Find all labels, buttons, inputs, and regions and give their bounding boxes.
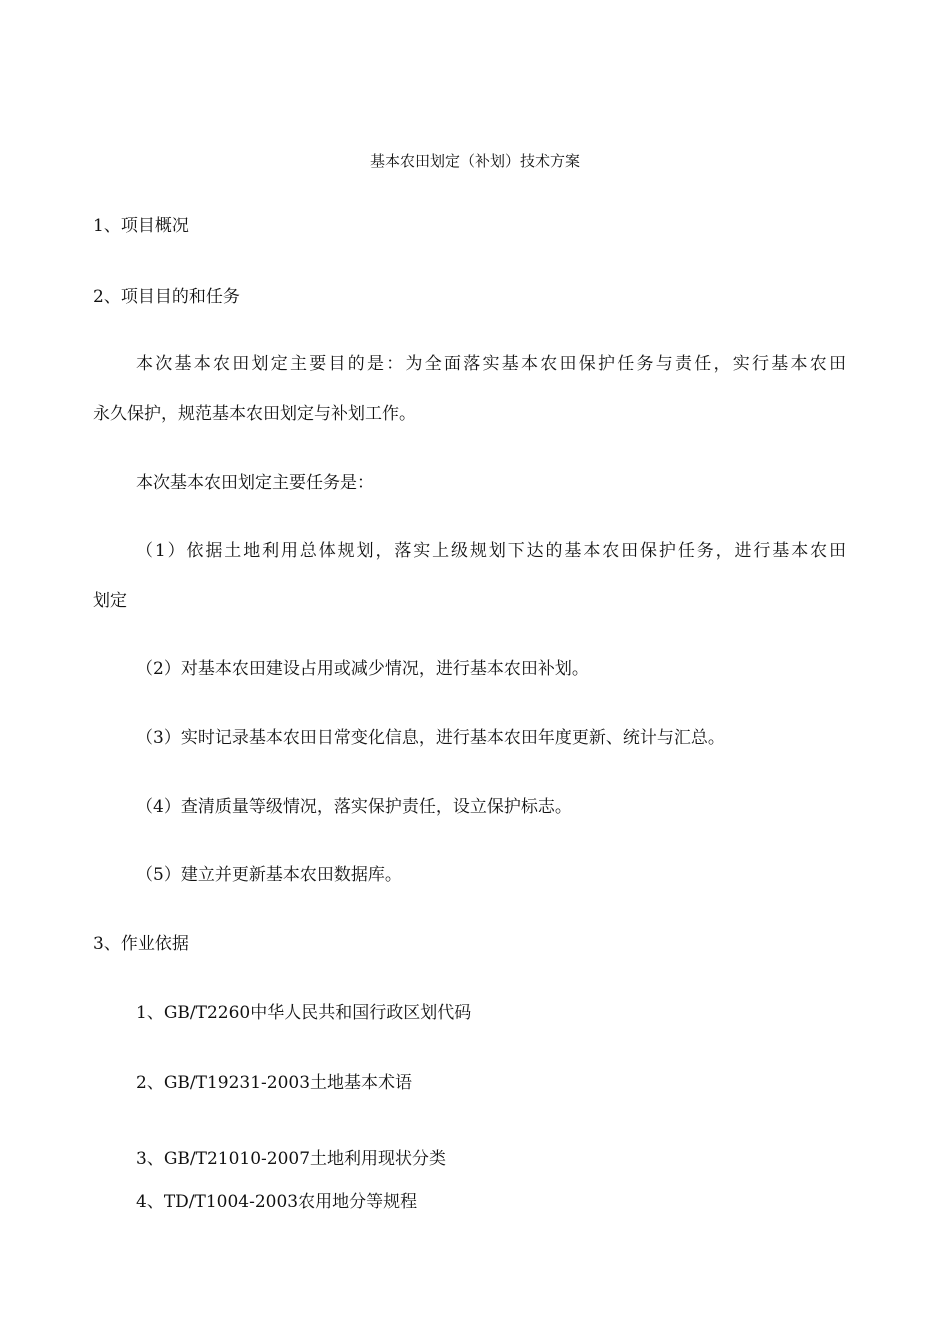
section-heading-purpose: 2、项目目的和任务 (93, 287, 240, 307)
document-title: 基本农田划定（补划）技术方案 (369, 152, 580, 170)
section-heading-overview: 1、项目概况 (93, 216, 189, 236)
task-item-1-line-1: （1）依据土地利用总体规划，落实上级规划下达的基本农田保护任务，进行基本农田 (136, 541, 846, 561)
purpose-paragraph-line-2: 永久保护，规范基本农田划定与补划工作。 (93, 404, 416, 424)
basis-item-1: 1、GB/T2260中华人民共和国行政区划代码 (136, 1003, 472, 1023)
section-heading-basis: 3、作业依据 (93, 934, 189, 954)
basis-item-2: 2、GB/T19231-2003土地基本术语 (136, 1073, 413, 1093)
purpose-paragraph-line-1: 本次基本农田划定主要目的是：为全面落实基本农田保护任务与责任，实行基本农田 (136, 354, 846, 374)
basis-item-4: 4、TD/T1004-2003农用地分等规程 (136, 1192, 418, 1212)
task-item-2: （2）对基本农田建设占用或减少情况，进行基本农田补划。 (136, 659, 589, 679)
task-item-5: （5）建立并更新基本农田数据库。 (136, 865, 402, 885)
task-item-4: （4）查清质量等级情况，落实保护责任，设立保护标志。 (136, 797, 572, 817)
tasks-intro-paragraph: 本次基本农田划定主要任务是： (136, 473, 374, 493)
task-item-3: （3）实时记录基本农田日常变化信息，进行基本农田年度更新、统计与汇总。 (136, 728, 725, 748)
task-item-1-line-2: 划定 (93, 591, 127, 611)
basis-item-3: 3、GB/T21010-2007土地利用现状分类 (136, 1149, 447, 1169)
